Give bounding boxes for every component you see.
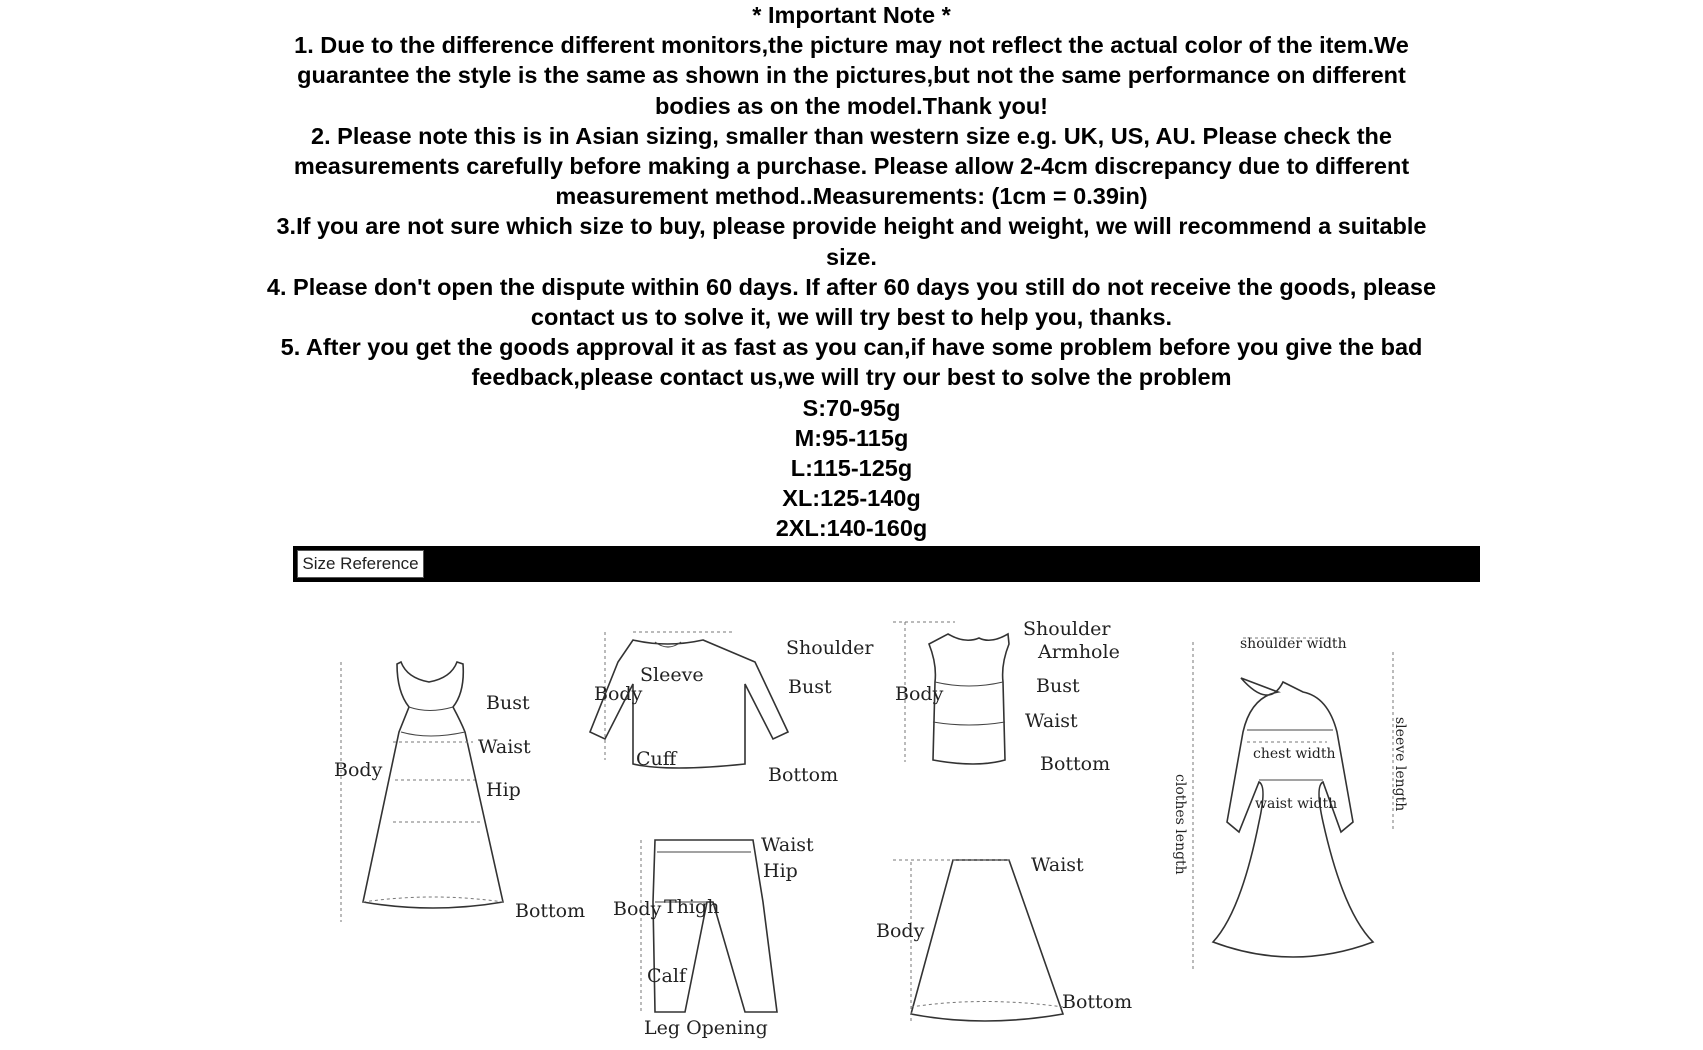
vest-shoulder-label: Shoulder — [1023, 618, 1111, 640]
size-weight-line: M:95-115g — [794, 424, 909, 451]
long-dress-illustration — [1172, 636, 1408, 972]
top-cuff-label: Cuff — [636, 748, 677, 770]
size-weight-line: 2XL:140-160g — [775, 515, 928, 542]
skirt-illustration — [876, 854, 1132, 1022]
size-weight-line: L:115-125g — [790, 455, 913, 482]
size-weight-line: XL:125-140g — [782, 485, 921, 512]
top-bust-label: Bust — [788, 676, 832, 698]
long-dress-shoulder-width-label: shoulder width — [1240, 636, 1347, 652]
dress-body-label: Body — [334, 759, 383, 781]
pants-waist-label: Waist — [761, 834, 814, 856]
top-sleeve-label: Sleeve — [640, 664, 704, 686]
dress-waist-label: Waist — [478, 736, 531, 758]
dress-hip-label: Hip — [486, 779, 521, 801]
dress-bottom-label: Bottom — [515, 900, 586, 922]
note-line: size. — [826, 243, 877, 270]
pants-leg-opening-label: Leg Opening — [644, 1017, 768, 1039]
note-line: measurements carefully before making a purchase. Please allow 2-4cm discrepancy due to different — [293, 153, 1410, 180]
top-bottom-label: Bottom — [768, 764, 839, 786]
vest-bottom-label: Bottom — [1040, 753, 1111, 775]
top-illustration — [590, 632, 874, 786]
skirt-waist-label: Waist — [1031, 854, 1084, 876]
note-line: measurement method..Measurements: (1cm = 0.39in) — [555, 183, 1148, 210]
dress-bust-label: Bust — [486, 692, 530, 714]
pants-body-label: Body — [613, 898, 662, 920]
note-title: * Important Note * — [752, 2, 951, 28]
pants-illustration — [613, 834, 814, 1039]
pants-hip-label: Hip — [763, 860, 798, 882]
vest-armhole-label: Armhole — [1038, 641, 1120, 663]
vest-bust-label: Bust — [1036, 675, 1080, 697]
skirt-bottom-label: Bottom — [1062, 991, 1133, 1013]
long-dress-waist-width-label: waist width — [1255, 796, 1338, 812]
long-dress-sleeve-length-label: sleeve length — [1392, 717, 1408, 812]
note-line: 4. Please don't open the dispute within 60 days. If after 60 days you still do not receive the goods, please — [266, 273, 1437, 300]
size-reference-header-bar — [293, 546, 1480, 582]
dress-illustration — [334, 662, 585, 922]
long-dress-chest-width-label: chest width — [1253, 746, 1336, 762]
note-line: 3.If you are not sure which size to buy, please provide height and weight, we will recommend a suitable — [276, 213, 1427, 240]
size-weight-line: S:70-95g — [802, 394, 901, 421]
note-line: feedback,please contact us,we will try our best to solve the problem — [471, 364, 1232, 391]
pants-calf-label: Calf — [647, 965, 686, 987]
note-line: 5. After you get the goods approval it as fast as you can,if have some problem before you give the bad — [280, 334, 1423, 361]
note-line: guarantee the style is the same as shown in the pictures,but not the same performance on different — [297, 62, 1406, 89]
long-dress-clothes-length-label: clothes length — [1172, 774, 1188, 875]
note-line: bodies as on the model.Thank you! — [654, 92, 1049, 119]
note-line: 1. Due to the difference different monitors,the picture may not reflect the actual color of the item.We — [294, 32, 1409, 59]
note-line: 2. Please note this is in Asian sizing, smaller than western size e.g. UK, US, AU. Please check the — [311, 122, 1392, 149]
pants-thigh-label: Thigh — [664, 896, 720, 918]
vest-illustration — [893, 618, 1120, 775]
skirt-body-label: Body — [876, 920, 925, 942]
size-reference-diagram — [293, 582, 1483, 1050]
top-shoulder-label: Shoulder — [786, 637, 874, 659]
vest-body-label: Body — [895, 683, 944, 705]
note-line: contact us to solve it, we will try best to help you, thanks. — [530, 304, 1173, 331]
size-reference-tab: Size Reference — [297, 550, 424, 578]
top-body-label: Body — [594, 683, 643, 705]
vest-waist-label: Waist — [1025, 710, 1078, 732]
